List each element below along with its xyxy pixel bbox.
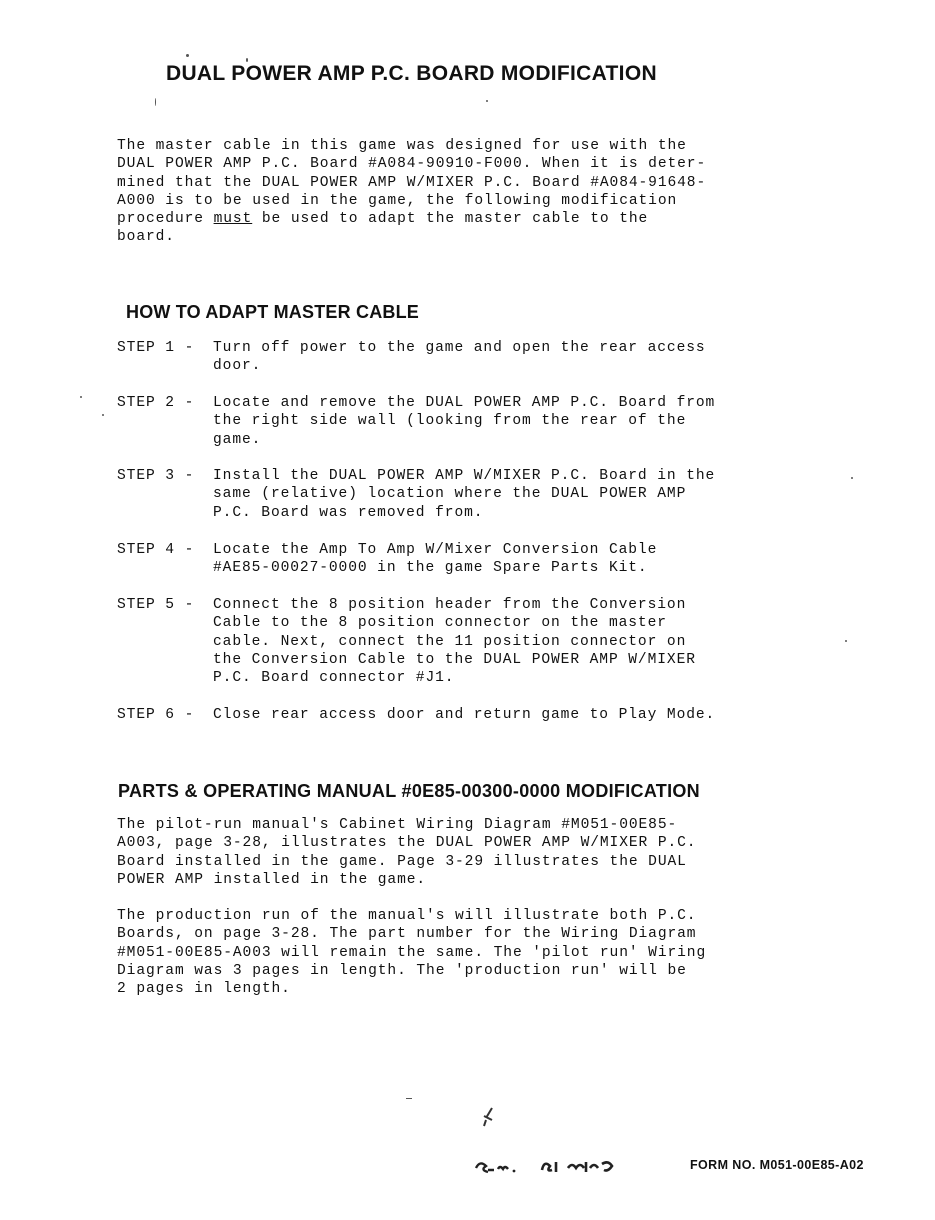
step-label: STEP 5 -: [117, 597, 195, 613]
parts-manual-paragraph-2: The production run of the manual's will illustrate both P.C. Boards, on page 3-28. The part number for the Wiring Diagram #M051-00E85-A003 will remain the same. The 'pilot run' Wiring Diagram was 3 pages in length. The 'production run' will be 2 pages in length.: [117, 908, 707, 998]
scan-speck: [851, 477, 853, 479]
step-label: STEP 3 -: [117, 468, 195, 484]
step-text: Turn off power to the game and open the rear access door.: [213, 340, 706, 375]
scan-speck: [102, 414, 104, 416]
step-label: STEP 6 -: [117, 707, 195, 723]
parts-manual-heading: PARTS & OPERATING MANUAL #0E85-00300-0000 MODIFICATION: [118, 781, 700, 801]
step-text: Locate the Amp To Amp W/Mixer Conversion Cable #AE85-00027-0000 in the game Spare Parts Kit.: [213, 542, 658, 577]
scan-speck: [155, 98, 156, 106]
step-label: STEP 4 -: [117, 542, 195, 558]
step-text: Close rear access door and return game to Play Mode.: [213, 707, 716, 723]
scan-speck: [186, 54, 189, 57]
scan-speck: [80, 396, 82, 398]
intro-paragraph: [117, 137, 706, 247]
intro-emphasis: must: [213, 211, 253, 228]
parts-manual-paragraph-1: The pilot-run manual's Cabinet Wiring Diagram #M051-00E85- A003, page 3-28, illustrates the DUAL POWER AMP W/MIXER P.C. Board installed in the game. Page 3-29 illustrates the DUAL POWER AMP installed in the game.: [117, 817, 697, 888]
intro-text-end: be used to adapt the master cable to the board.: [117, 211, 649, 246]
page-title: DUAL POWER AMP P.C. BOARD MODIFICATION: [166, 62, 657, 85]
form-number: FORM NO. M051-00E85-A02: [690, 1158, 864, 1172]
how-to-heading: HOW TO ADAPT MASTER CABLE: [126, 302, 419, 322]
step-label: STEP 1 -: [117, 340, 195, 356]
step-label: STEP 2 -: [117, 395, 195, 411]
scan-speck: [406, 1098, 412, 1099]
intro-text-start: The master cable in this game was designed for use with the DUAL POWER AMP P.C. Board #A084-90910-F000. When it is deter- mined that the DUAL POWER AMP W/MIXER P.C. Board #A084-91648- A000 is to be used in the game, the following modification procedure: [117, 138, 707, 228]
step-text: Install the DUAL POWER AMP W/MIXER P.C. Board in the same (relative) location where the DUAL POWER AMP P.C. Board was removed from.: [213, 468, 716, 521]
scan-speck: [486, 100, 488, 102]
scan-speck: [246, 58, 248, 62]
pen-mark-icon: [478, 1104, 498, 1128]
scan-speck: [845, 640, 847, 642]
step-text: Locate and remove the DUAL POWER AMP P.C. Board from the right side wall (looking from the rear of the game.: [213, 395, 716, 448]
handwritten-signature: [470, 1150, 650, 1180]
step-text: Connect the 8 position header from the Conversion Cable to the 8 position connector on the master cable. Next, connect the 11 position connector on the Conversion Cable to the DUAL POWER AMP W/MIXER P.C. Board connector #J1.: [213, 597, 696, 687]
